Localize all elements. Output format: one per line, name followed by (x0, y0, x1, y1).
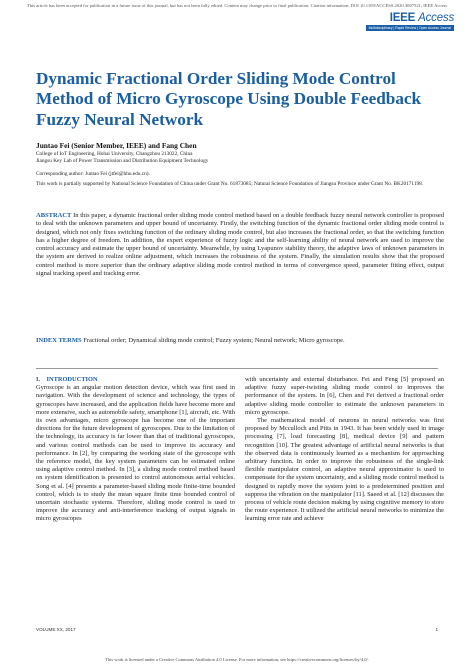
paper-authors: Juntao Fei (Senior Member, IEEE) and Fang Chen (36, 141, 197, 150)
page-number: 1 (435, 627, 438, 632)
license-notice: This work is licensed under a Creative Commons Attribution 4.0 License. For more information, see https://creativecommons.org/licenses/by/4.0/. (105, 657, 369, 662)
publication-notice: This article has been accepted for publication in a future issue of this journal, but has not been fully edited. Content may change prior to final publication. Citation information: DOI 10.1109/ACCESS.2020.3007521, IEEE Access (26, 3, 448, 8)
body-paragraph: Gyroscope is an angular motion detection device, which was first used in navigation. With the development of science and technology, the types of gyroscopes have increased, and the application fields have become more and more extensive, such as automobile safety, smartphone [1], aircraft, etc. With its own advantages, micro gyroscope has become one of the important directions for the future development of gyroscopes. Due to the limitation of the technology, its accuracy is far lower than that of traditional gyroscopes, and various control methods can be used to improve its accuracy and performance. In [2], by comparing the working state of the gyroscope with the reference model, the key system parameters can be estimated online using adaptive control method. In [3], a sliding mode control method based on system identification is presented to control autonomous aerial vehicles. Song et al. [4] presents a parameter-based sliding mode finite-time bounded control, which is to study the mean square finite time bounded control of uncertain stochastic systems. Therefore, sliding mode control is used to improve the accuracy and anti-interference tracking of output signals in micro gyroscopes (36, 384, 235, 523)
author-affiliations (36, 151, 446, 164)
ieee-access-logo (366, 12, 454, 31)
section-heading: I. INTRODUCTION (36, 376, 98, 383)
body-paragraph: The mathematical model of neurons in neural networks was first proposed by Mcculloch and Pitts in 1943. It has been widely used in image processing [7], load forecasting [8], medical device [9] and pattern recognition [10]. The greatest advantage of artificial neural networks is that the observed data is continuously learned as a mechanism for approaching arbitrary function. In order to improve the robustness of the single-link flexible manipulator control, an adaptive neural approximator is used to compensate for the system uncertainty, and a sliding mode control method is designed to rapidly move the system joint to a predetermined position and suppress the vibration on the manipulator [11]. Saeed et al. [12] discusses the process of vehicle route decision making by using cognitive memory to store the route experience. It utilized the artificial neural networks to minimize the learning error rate and achieve (245, 417, 444, 523)
index-terms-text: Fractional order; Dynamical sliding mode control; Fuzzy system; Neural network; Micro gyroscope. (83, 337, 345, 344)
abstract-text: In this paper, a dynamic fractional order sliding mode control method based on a double feedback fuzzy neural network controller is proposed to deal with the unknown parameters and upper bound of uncertainty. Firstly, the switching function of the dynamic fractional order sliding mode control is designed, which not only fixes switching function of the ordinary sliding mode control, but also increases the fractional order, so that the switching function has a higher degree of freedom. In addition, the expert experience of fuzzy logic and the self-learning ability of neural network are used to improve the control accuracy and estimate the upper bound of uncertainty. Meanwhile, by using Lyapunov stability theory, the adaptive laws of unknown parameters in the system are derived to realize online adjustment, which increases the robustness of the system. Finally, the simulation results show that the proposed control method is more superior than the ordinary adaptive sliding mode control method in terms of convergence speed, parameter fitting effect, output signal tracking speed and tracking error. (36, 212, 444, 278)
index-terms (36, 337, 444, 345)
affiliation-line: Jiangsu Key Lab of Power Transmission and Distribution Equipment Technology (36, 157, 209, 164)
brand-tagline: Multidisciplinary | Rapid Review | Open Access Journal (366, 25, 454, 31)
abstract-label: ABSTRACT (36, 212, 72, 219)
section-divider (36, 368, 438, 369)
paper-title: Dynamic Fractional Order Sliding Mode Control Method of Micro Gyroscope Using Double Feedback Fuzzy Neural Network (36, 69, 422, 129)
index-terms-label: INDEX TERMS (36, 337, 82, 344)
affiliation-line: College of IoT Engineering, Hohai University, Changzhou 213022, China (36, 151, 193, 157)
volume-info: VOLUME XX, 2017 (36, 627, 76, 632)
corresponding-author: Corresponding author: Juntao Fei (jtfei@hhu.edu.cn). (36, 171, 150, 177)
right-column (245, 376, 444, 524)
funding-statement: This work is partially supported by National Science Foundation of China under Grant No. 61873085; Natural Science Foundation of Jiangsu Province under Grant No. BK20171198. (36, 181, 424, 187)
left-column (36, 376, 235, 524)
abstract (36, 212, 444, 278)
brand-name: IEEE Access (389, 12, 454, 24)
body-paragraph: with uncertainty and external disturbance. Fei and Feng [5] proposed an adaptive fuzzy super-twisting sliding mode control to improves the performance of the system. In [6], Chen and Fei derived a fractional order adaptive sliding mode controller to estimate the unknown parameters in micro gyroscope. (245, 376, 444, 416)
